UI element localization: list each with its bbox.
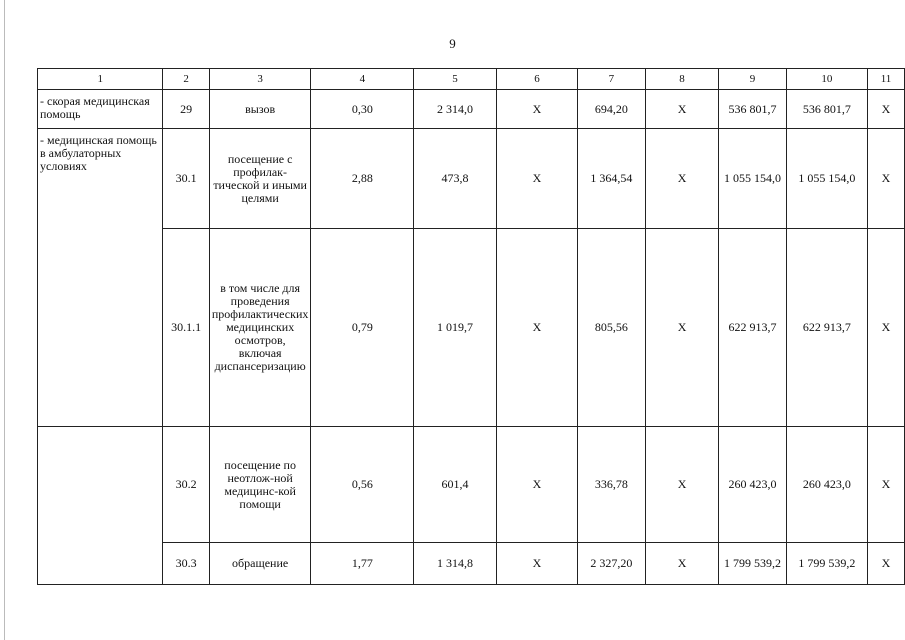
row-col5-cell: 1 019,7 [414, 229, 496, 427]
row-col5-cell: 601,4 [414, 427, 496, 543]
row-col10-cell: 622 913,7 [786, 229, 867, 427]
row-unit-cell: в том числе для проведения профилактических медицинских осмотров, включая диспансеризацию [209, 229, 311, 427]
header-cell-7: 7 [578, 69, 645, 90]
row-unit-cell: посещение по неотлож-ной медицинс-кой помощи [209, 427, 311, 543]
row-col5-cell: 1 314,8 [414, 543, 496, 585]
row-col4-cell: 0,79 [311, 229, 414, 427]
row-col11-cell: Х [868, 129, 905, 229]
row-name-cell: - медицинская помощь в амбулаторных условиях [38, 129, 163, 427]
row-col7-cell: 694,20 [578, 90, 645, 129]
row-name-cell: - скорая медицинская помощь [38, 90, 163, 129]
row-col4-cell: 0,56 [311, 427, 414, 543]
page-left-edge [4, 0, 5, 640]
row-col7-cell: 2 327,20 [578, 543, 645, 585]
row-col8-cell: Х [645, 543, 719, 585]
row-col4-cell: 0,30 [311, 90, 414, 129]
row-col4-cell: 1,77 [311, 543, 414, 585]
row-col8-cell: Х [645, 427, 719, 543]
row-code-cell: 30.3 [163, 543, 209, 585]
row-unit-cell: вызов [209, 90, 311, 129]
row-col6-cell: Х [496, 427, 577, 543]
row-col4-cell: 2,88 [311, 129, 414, 229]
row-col9-cell: 1 799 539,2 [719, 543, 786, 585]
row-col7-cell: 336,78 [578, 427, 645, 543]
header-cell-6: 6 [496, 69, 577, 90]
row-code-cell: 30.2 [163, 427, 209, 543]
row-col11-cell: Х [868, 543, 905, 585]
header-cell-10: 10 [786, 69, 867, 90]
row-col8-cell: Х [645, 90, 719, 129]
header-cell-11: 11 [868, 69, 905, 90]
row-code-cell: 29 [163, 90, 209, 129]
row-col10-cell: 1 799 539,2 [786, 543, 867, 585]
row-col8-cell: Х [645, 129, 719, 229]
row-col11-cell: Х [868, 229, 905, 427]
page-number: 9 [449, 36, 456, 51]
row-col5-cell: 2 314,0 [414, 90, 496, 129]
row-col6-cell: Х [496, 543, 577, 585]
row-code-cell: 30.1.1 [163, 229, 209, 427]
header-cell-5: 5 [414, 69, 496, 90]
row-col11-cell: Х [868, 427, 905, 543]
row-col6-cell: Х [496, 229, 577, 427]
table-row [38, 427, 905, 543]
header-cell-3: 3 [209, 69, 311, 90]
row-col9-cell: 622 913,7 [719, 229, 786, 427]
row-name-cell [38, 427, 163, 585]
header-cell-9: 9 [719, 69, 786, 90]
header-cell-1: 1 [38, 69, 163, 90]
row-col7-cell: 805,56 [578, 229, 645, 427]
row-col6-cell: Х [496, 90, 577, 129]
row-col6-cell: Х [496, 129, 577, 229]
header-cell-4: 4 [311, 69, 414, 90]
row-col10-cell: 1 055 154,0 [786, 129, 867, 229]
row-unit-cell: посещение с профилак-тической и иными целями [209, 129, 311, 229]
row-col5-cell: 473,8 [414, 129, 496, 229]
row-col9-cell: 1 055 154,0 [719, 129, 786, 229]
table-row [38, 543, 905, 585]
table-row [38, 90, 905, 129]
row-code-cell: 30.1 [163, 129, 209, 229]
data-table [37, 68, 905, 585]
row-unit-cell: обращение [209, 543, 311, 585]
row-col8-cell: Х [645, 229, 719, 427]
header-row [38, 69, 905, 90]
header-cell-2: 2 [163, 69, 209, 90]
row-col9-cell: 260 423,0 [719, 427, 786, 543]
table-row [38, 129, 905, 229]
header-cell-8: 8 [645, 69, 719, 90]
row-col10-cell: 536 801,7 [786, 90, 867, 129]
row-col7-cell: 1 364,54 [578, 129, 645, 229]
table-row [38, 229, 905, 427]
row-col9-cell: 536 801,7 [719, 90, 786, 129]
row-col10-cell: 260 423,0 [786, 427, 867, 543]
row-col11-cell: Х [868, 90, 905, 129]
